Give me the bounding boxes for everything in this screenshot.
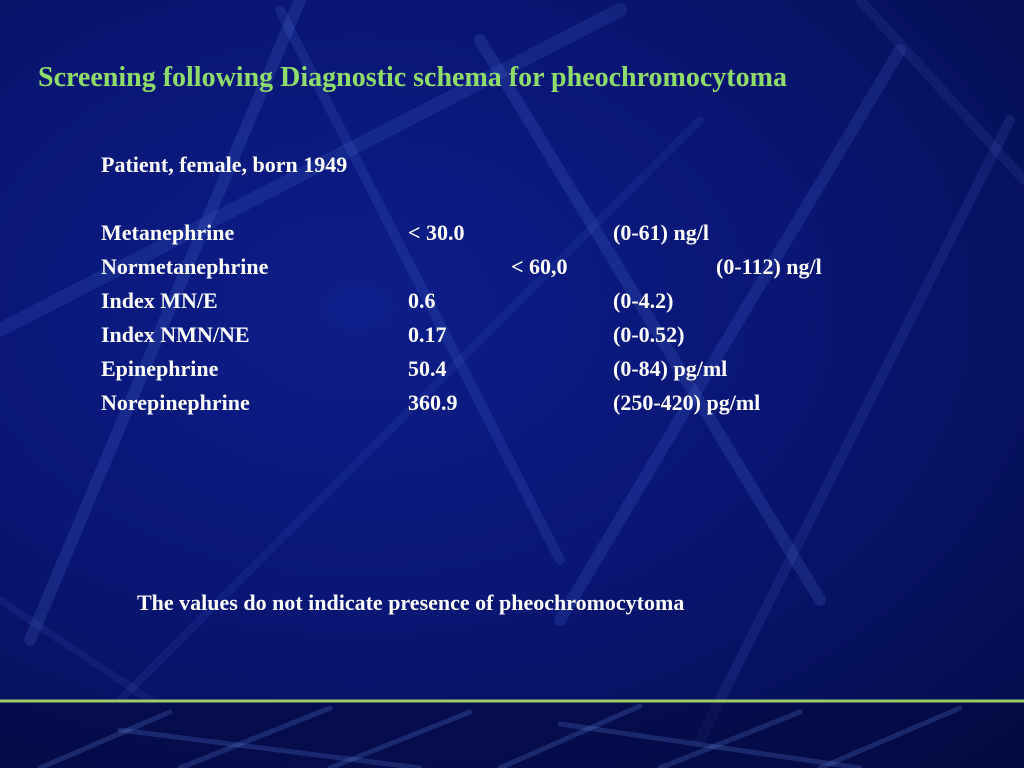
lab-reference: (0-112) ng/l [716, 254, 822, 279]
lab-name: Normetanephrine [101, 254, 269, 279]
lab-reference: (250-420) pg/ml [613, 390, 761, 415]
lab-name: Index MN/E [101, 288, 218, 313]
lab-value: 0.17 [408, 322, 447, 347]
lab-row-index-mn-e [101, 288, 981, 322]
slide-title: Screening following Diagnostic schema for pheochromocytoma [38, 62, 787, 93]
lab-row-epinephrine [101, 356, 981, 390]
lab-results-table [101, 220, 981, 424]
lab-value: < 30.0 [408, 220, 465, 245]
lab-reference: (0-84) pg/ml [613, 356, 728, 381]
decor-streak [0, 600, 150, 700]
lab-value: < 60,0 [511, 254, 568, 279]
lab-row-norepinephrine [101, 390, 981, 424]
decor-streak [860, 0, 1024, 180]
lab-value: 360.9 [408, 390, 458, 415]
lab-name: Epinephrine [101, 356, 219, 381]
lab-reference: (0-4.2) [613, 288, 674, 313]
lab-reference: (0-0.52) [613, 322, 685, 347]
lab-name: Metanephrine [101, 220, 235, 245]
lab-reference: (0-61) ng/l [613, 220, 709, 245]
lab-value: 50.4 [408, 356, 447, 381]
decor-streak [700, 120, 1010, 740]
lab-name: Norepinephrine [101, 390, 250, 415]
lab-row-normetanephrine [101, 254, 981, 288]
lab-row-metanephrine [101, 220, 981, 254]
lab-value: 0.6 [408, 288, 436, 313]
lab-name: Index NMN/NE [101, 322, 250, 347]
lab-row-index-nmn-ne [101, 322, 981, 356]
conclusion-text: The values do not indicate presence of pheochromocytoma [137, 590, 685, 615]
patient-info: Patient, female, born 1949 [101, 152, 348, 177]
